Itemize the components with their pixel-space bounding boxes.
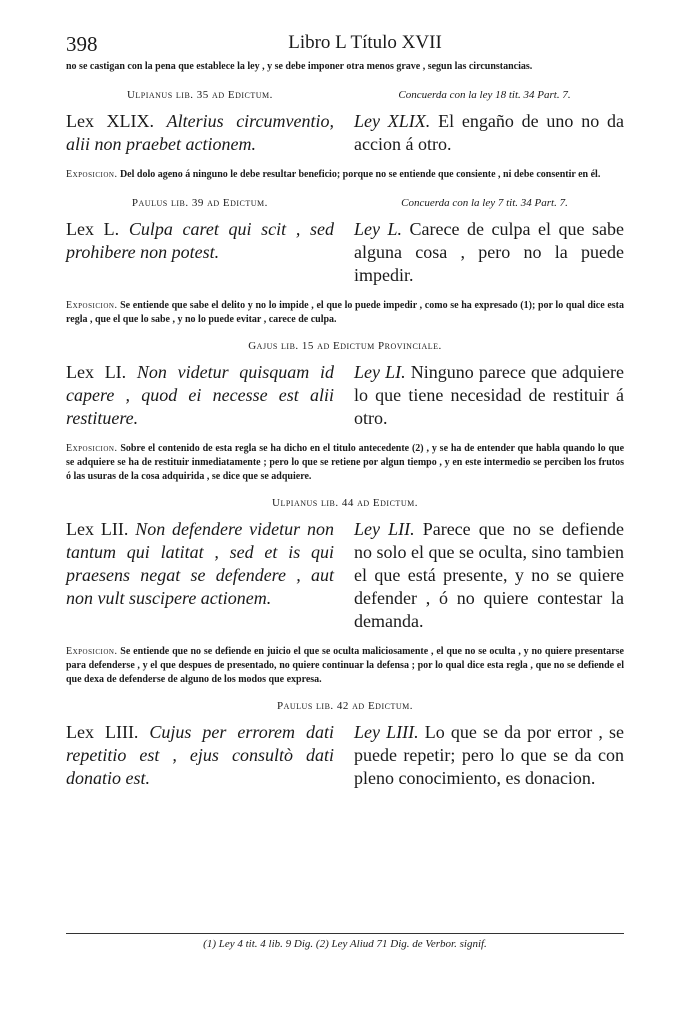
spanish-law-label: Ley LII. (354, 519, 415, 539)
law-row (66, 518, 624, 633)
footnotes: (1) Ley 4 tit. 4 lib. 9 Dig. (2) Ley Aliud 71 Dig. de Verbor. signif. (203, 938, 487, 950)
exposition-text: Se entiende que no se defiende en juicio el que se oculta maliciosamente , el que no se oculta , y no quiere presentarse para defenderse , y el que despues de presentado, no quiere continuar la defensa ; por lo qual dice esta regla , que no se defiende el que dexa de defenderse de alguno de los modos que expresa. (66, 646, 624, 685)
law-row (66, 218, 624, 287)
book-page (66, 30, 625, 950)
spanish-law-label: Ley LI. (354, 362, 406, 382)
source-citation: Paulus lib. 42 ad Edictum. (276, 700, 413, 712)
spanish-law-label: Ley LIII. (354, 722, 419, 742)
carry-over-text: no se castigan con la pena que establece la ley , y se debe imponer otra menos grave , segun las circunstancias. (66, 61, 533, 72)
latin-law-label: Lex XLIX. (66, 111, 155, 131)
spanish-law (354, 218, 624, 287)
latin-law-label: Lex LI. (66, 362, 127, 382)
spanish-law-text: El engaño de uno no da accion á otro. (354, 111, 625, 154)
citation-row (66, 88, 624, 102)
latin-law-label: Lex L. (66, 219, 120, 239)
law-section-52 (66, 496, 624, 687)
law-section-50 (66, 196, 624, 327)
latin-law-text: Non defendere videtur non tantum qui latitat , sed et is qui praesens negat se defendere , aut non vult suscipere actionem. (66, 519, 335, 608)
law-row (66, 361, 624, 430)
page-number: 398 (66, 32, 98, 56)
latin-law (66, 218, 334, 287)
source-citation: Gajus lib. 15 ad Edictum Provinciale. (248, 340, 442, 352)
spanish-law (354, 361, 624, 430)
law-section-49 (66, 88, 624, 182)
exposition-label: Exposicion. (66, 646, 118, 657)
law-section-51 (66, 339, 624, 484)
source-citation: Paulus lib. 39 ad Edictum. (131, 197, 268, 209)
latin-law-label: Lex LII. (66, 519, 129, 539)
exposition-label: Exposicion. (66, 169, 118, 180)
spanish-law (354, 518, 624, 633)
exposition-text: Del dolo ageno á ninguno le debe resultar beneficio; porque no se entiende que consiente , ni debe consentir en él. (119, 169, 601, 180)
page-header (66, 30, 624, 58)
exposition (66, 442, 624, 484)
latin-law-text: Culpa caret qui scit , sed prohibere non potest. (66, 219, 334, 262)
footnote-divider (66, 933, 624, 934)
citation-row (66, 196, 624, 210)
spanish-law-text: Ninguno parece que adquiere lo que tiene necesidad de restituir á otro. (354, 362, 625, 428)
law-row (66, 721, 624, 790)
concordance-citation: Concuerda con la ley 18 tit. 34 Part. 7. (398, 89, 571, 101)
law-row (66, 110, 624, 156)
spanish-law-text: Parece que no se defiende no solo el que se oculta, sino tambien el que está presente, y no se quiere defender , ó no quiere contestar la demanda. (354, 519, 624, 631)
spanish-law (354, 721, 624, 790)
spanish-law-label: Ley XLIX. (354, 111, 431, 131)
spanish-law-label: Ley L. (354, 219, 403, 239)
exposition (66, 299, 624, 327)
exposition-label: Exposicion. (66, 443, 118, 454)
law-section-53 (66, 699, 624, 790)
latin-law-text: Cujus per errorem dati repetitio est , ejus consultò dati donatio est. (66, 722, 335, 788)
latin-law-text: Non videtur quisquam id capere , quod ei necesse est alii restituere. (66, 362, 334, 428)
latin-law (66, 721, 334, 790)
exposition-text: Se entiende que sabe el delito y no lo impide , el que lo puede impedir , como se ha expresado (1); por lo qual dice esta regla , que el que lo sabe , y no lo puede evitar , carece de culpa. (66, 300, 625, 325)
latin-law (66, 110, 334, 156)
spanish-law-text: Carece de culpa el que sabe alguna cosa , pero no la puede impedir. (354, 219, 624, 285)
exposition-text: Sobre el contenido de esta regla se ha dicho en el titulo antecedente (2) , y se ha de entender que habla quando lo que se adquiere se ha de restituir inmediatamente ; pero lo que se retiene por algun tiempo , y en este intermedio se perciben los frutos ó las usuras de la cosa adquirida , se dice que se adquiere. (66, 443, 625, 482)
concordance-citation: Concuerda con la ley 7 tit. 34 Part. 7. (401, 197, 568, 209)
source-citation: Ulpianus lib. 35 ad Edictum. (126, 89, 273, 101)
latin-law-label: Lex LIII. (66, 722, 139, 742)
source-citation: Ulpianus lib. 44 ad Edictum. (272, 497, 418, 509)
latin-law (66, 361, 334, 430)
latin-law (66, 518, 334, 633)
latin-law-text: Alterius circumventio, alii non praebet actionem. (66, 111, 334, 154)
running-title: Libro L Título XVII (288, 32, 442, 53)
exposition (66, 645, 624, 687)
spanish-law-text: Lo que se da por error , se puede repetir; pero lo que se da con pleno conocimiento, es donacion. (354, 722, 625, 788)
spanish-law (354, 110, 624, 156)
exposition (66, 168, 624, 182)
exposition-label: Exposicion. (66, 300, 118, 311)
